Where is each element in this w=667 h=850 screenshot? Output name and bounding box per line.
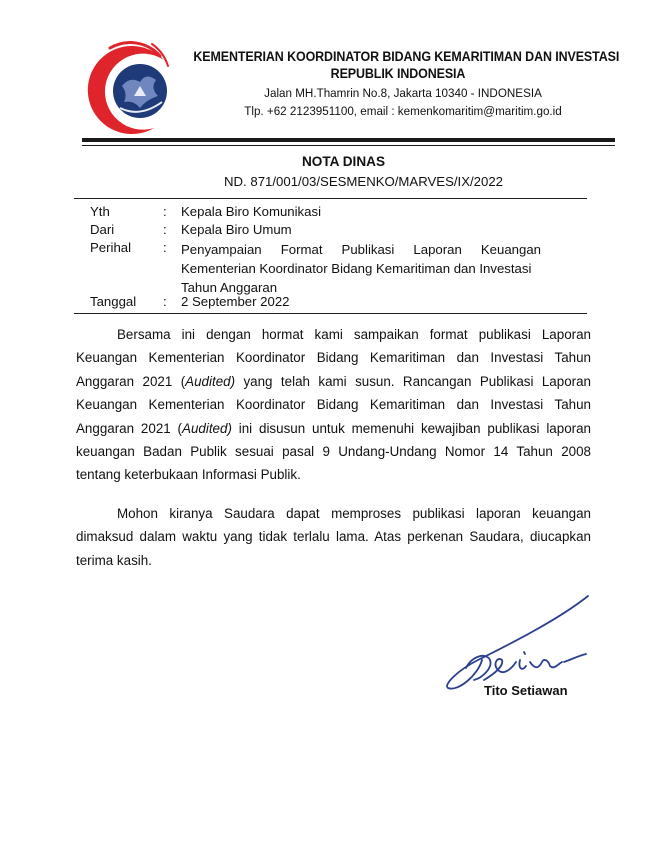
body-text: ini disusun untuk memenuhi kewajiban publikasi laporan keuangan Badan Publik sesuai pasal 9 Undang-Undang Nomor 14 Tahun 2008 tentang keterbukaan Informasi Publik. bbox=[76, 420, 592, 483]
from-label: Dari bbox=[90, 222, 115, 237]
date-label: Tanggal bbox=[90, 294, 137, 309]
ministry-logo bbox=[80, 36, 176, 136]
org-country: REPUBLIK INDONESIA bbox=[330, 66, 466, 81]
subject-line-3: Tahun Anggaran bbox=[181, 280, 278, 295]
body-paragraph-2 bbox=[76, 502, 591, 572]
subject-value bbox=[181, 240, 541, 297]
org-contact: Tlp. +62 2123951100, email : kemenkomaritim@maritim.go.id bbox=[244, 104, 562, 118]
colon: : bbox=[163, 222, 167, 237]
letterhead-divider-thick bbox=[82, 138, 615, 142]
colon: : bbox=[163, 240, 167, 255]
to-label: Yth bbox=[90, 204, 110, 219]
body-text: Bersama ini dengan hormat kami sampaikan format publikasi Laporan Keuangan Kementerian Koordinator Bidang Kemaritiman dan Investasi Tahun Anggaran 2021 ( bbox=[76, 327, 591, 389]
body-text: Mohon kiranya Saudara dapat memproses publikasi laporan keuangan dimaksud dalam waktu yang tidak terlalu lama. Atas perkenan Saudara, diucapkan terima kasih. bbox=[76, 506, 591, 568]
subject-line-1: Penyampaian Format Publikasi Laporan Keuangan bbox=[181, 242, 541, 257]
subject-label: Perihal bbox=[90, 240, 132, 255]
org-address: Jalan MH.Thamrin No.8, Jakarta 10340 - INDONESIA bbox=[264, 86, 542, 100]
body-paragraph-1 bbox=[76, 323, 591, 487]
memo-number: ND. 871/001/03/SESMENKO/MARVES/IX/2022 bbox=[223, 174, 504, 189]
body-italic-text: Audited) bbox=[185, 373, 236, 389]
org-name: KEMENTERIAN KOORDINATOR BIDANG KEMARITIMAN DAN INVESTASI bbox=[193, 49, 620, 64]
colon: : bbox=[163, 294, 167, 309]
body-text: yang telah kami susun. Rancangan Publikasi Laporan Keuangan Kementerian Koordinator Bidang Kemaritiman dan Investasi Tahun Anggaran 2021 ( bbox=[76, 373, 592, 436]
signer-name: Tito Setiawan bbox=[484, 683, 568, 698]
subject-line-2: Kementerian Koordinator Bidang Kemaritiman dan Investasi bbox=[181, 261, 532, 276]
memo-title: NOTA DINAS bbox=[301, 154, 386, 169]
letterhead-divider-thin bbox=[82, 145, 615, 146]
to-value: Kepala Biro Komunikasi bbox=[181, 204, 322, 219]
colon: : bbox=[163, 204, 167, 219]
from-value: Kepala Biro Umum bbox=[181, 222, 292, 237]
body-italic-text: Audited) bbox=[182, 420, 232, 436]
date-value: 2 September 2022 bbox=[181, 294, 290, 309]
